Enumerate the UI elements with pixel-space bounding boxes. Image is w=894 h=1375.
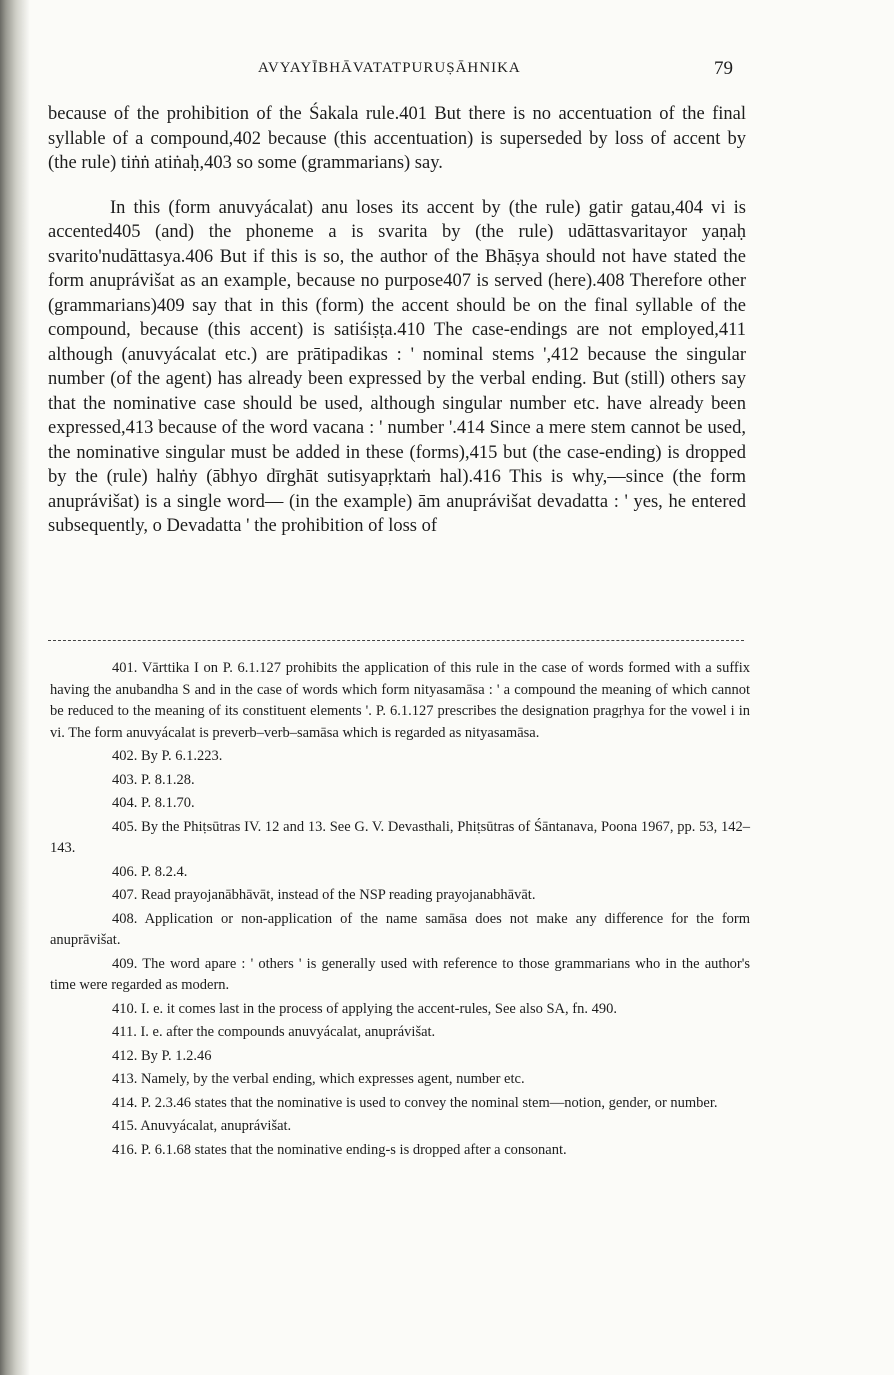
footnote: 405. By the Phiṭsūtras IV. 12 and 13. See G. V. Devasthali, Phiṭsūtras of Śāntanava, Poona 1967, pp. 53, 142–143. xyxy=(50,818,750,856)
footnote: 404. P. 8.1.70. xyxy=(112,795,195,811)
footnote: 411. I. e. after the compounds anuvyácalat, anuprávišat. xyxy=(112,1024,436,1040)
page-header xyxy=(0,58,894,82)
footnote: 402. By P. 6.1.223. xyxy=(112,748,223,764)
footnote: 410. I. e. it comes last in the process of applying the accent-rules, See also SA, fn. 490. xyxy=(112,1000,617,1017)
footnote: 407. Read prayojanābhāvāt, instead of the NSP reading prayojanabhāvāt. xyxy=(112,887,536,903)
footnote: 416. P. 6.1.68 states that the nominative ending-s is dropped after a consonant. xyxy=(112,1141,567,1158)
footnote: 415. Anuvyácalat, anuprávišat. xyxy=(112,1118,292,1134)
page-number: 79 xyxy=(714,58,733,79)
footnote: 409. The word apare : ' others ' is generally used with reference to those grammarians who in the author's time were regarded as modern. xyxy=(50,955,750,993)
footnote: 414. P. 2.3.46 states that the nominative is used to convey the nominal stem—notion, gender, or number. xyxy=(112,1094,718,1111)
paragraph: because of the prohibition of the Śakala rule.401 But there is no accentuation of the final syllable of a compound,402 because (this accentuation) is superseded by loss of accent by (the rule) tiṅṅ atiṅaḥ,403 so some (grammarians) say. xyxy=(48,104,746,173)
paragraph: In this (form anuvyácalat) anu loses its accent by (the rule) gatir gatau,404 vi is accented405 (and) the phoneme a is svarita by (the rule) udāttasvaritayor yaṇaḥ svarito'nudāttasya.406 But if this is so, the author of the Bhāṣya should not have stated the form anuprávišat as an example, because no purpose407 is served (here).408 Therefore other (grammarians)409 say that in this (form) the accent should be on the final syllable of the compound, because (this accent) is satiśiṣṭa.410 The case-endings are not employed,411 although (anuvyácalat etc.) are prātipadikas : ' nominal stems ',412 because the singular number (of the agent) has already been expressed by the verbal ending. But (still) others say that the nominative case should be used, although singular number etc. have already been expressed,413 because of the word vacana : ' number '.414 Since a mere stem cannot be used, the nominative singular must be added in these (forms),415 but (the case-ending) is dropped by the (rule) halṅy (ābhyo dīrghāt sutisyapṛktaṁ hal).416 This is why,—since (the form anuprávišat) is a single word— (in the example) ām anuprávišat devadatta : ' yes, he entered subsequently, o Devadatta ' the prohibition of loss of xyxy=(48,197,746,536)
running-title: AVYAYĪBHĀVATATPURUṢĀHNIKA xyxy=(258,60,521,76)
footnote: 413. Namely, by the verbal ending, which expresses agent, number etc. xyxy=(112,1071,525,1087)
scanned-page-edge xyxy=(0,0,30,1375)
footnote: 401. Vārttika I on P. 6.1.127 prohibits the application of this rule in the case of words formed with a suffix having the anubandha S and in the case of words which form nityasamāsa : ' a compound the meaning of which cannot be reduced to the meaning of its constituent elements '. P. 6.1.127 prescribes the designation pragṛhya for the vowel i in vi. The form anuvyácalat is preverb–verb–samāsa which is regarded as nityasamāsa. xyxy=(50,660,750,741)
main-text xyxy=(48,102,746,559)
footnote-divider xyxy=(48,640,744,641)
footnote: 408. Application or non-application of the name samāsa does not make any difference for the form anuprāvišat. xyxy=(50,910,750,948)
footnote: 412. By P. 1.2.46 xyxy=(112,1047,212,1064)
footnotes xyxy=(50,658,750,1163)
footnote: 403. P. 8.1.28. xyxy=(112,771,195,788)
footnote: 406. P. 8.2.4. xyxy=(112,863,188,880)
